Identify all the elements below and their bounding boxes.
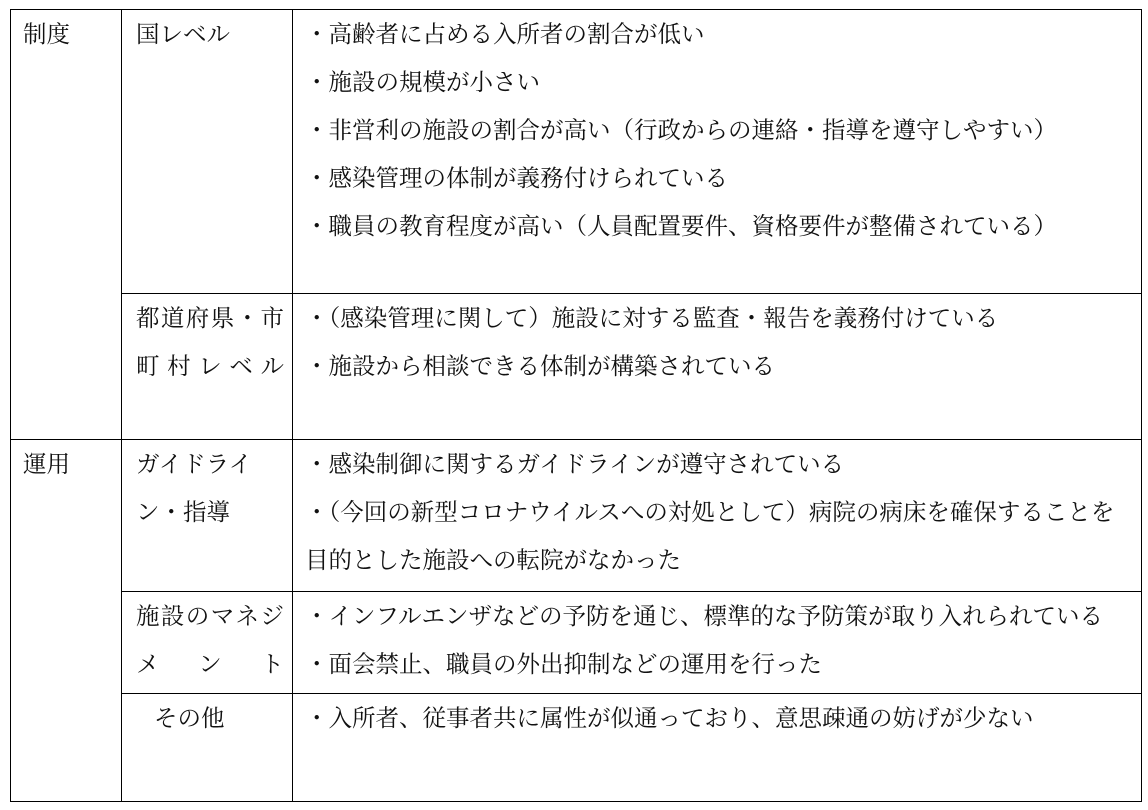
items-cell xyxy=(293,10,1142,294)
level-cell: 施設のマネジメント xyxy=(122,592,293,694)
list-item: ・施設の規模が小さい xyxy=(305,68,540,96)
list-item: ・入所者、従事者共に属性が似通っており、意思疎通の妨げが少ない xyxy=(305,704,1034,732)
category-cell: 運用 xyxy=(11,440,122,802)
category-cell: 制度 xyxy=(11,10,122,440)
items-cell xyxy=(293,294,1142,440)
level-cell: ガイドライン・指導 xyxy=(122,440,293,592)
table-row xyxy=(11,694,1142,802)
list-item: ・（感染管理に関して）施設に対する監査・報告を義務付けている xyxy=(305,304,999,332)
list-item: ・感染管理の体制が義務付けられている xyxy=(305,164,728,192)
list-item: ・（今回の新型コロナウイルスへの対処として）病院の病床を確保することを目的とした施設への転院がなかった xyxy=(305,498,1115,574)
list-item: ・職員の教育程度が高い（人員配置要件、資格要件が整備されている） xyxy=(305,212,1057,240)
table-row xyxy=(11,592,1142,694)
list-item: ・面会禁止、職員の外出抑制などの運用を行った xyxy=(305,650,822,678)
items-cell xyxy=(293,592,1142,694)
items-cell xyxy=(293,440,1142,592)
list-item: ・施設から相談できる体制が構築されている xyxy=(305,352,775,380)
level-cell: 国レベル xyxy=(122,10,293,294)
table-row xyxy=(11,294,1142,440)
list-item: ・感染制御に関するガイドラインが遵守されている xyxy=(305,450,845,478)
table-row xyxy=(11,10,1142,294)
items-cell xyxy=(293,694,1142,802)
factor-table xyxy=(10,9,1142,802)
table-row xyxy=(11,440,1142,592)
list-item: ・非営利の施設の割合が高い（行政からの連絡・指導を遵守しやすい） xyxy=(305,116,1057,144)
level-cell: 都道府県・市町村レベル xyxy=(122,294,293,440)
level-cell: その他 xyxy=(122,694,293,802)
list-item: ・インフルエンザなどの予防を通じ、標準的な予防策が取り入れられている xyxy=(305,602,1104,630)
list-item: ・高齢者に占める入所者の割合が低い xyxy=(305,20,705,48)
